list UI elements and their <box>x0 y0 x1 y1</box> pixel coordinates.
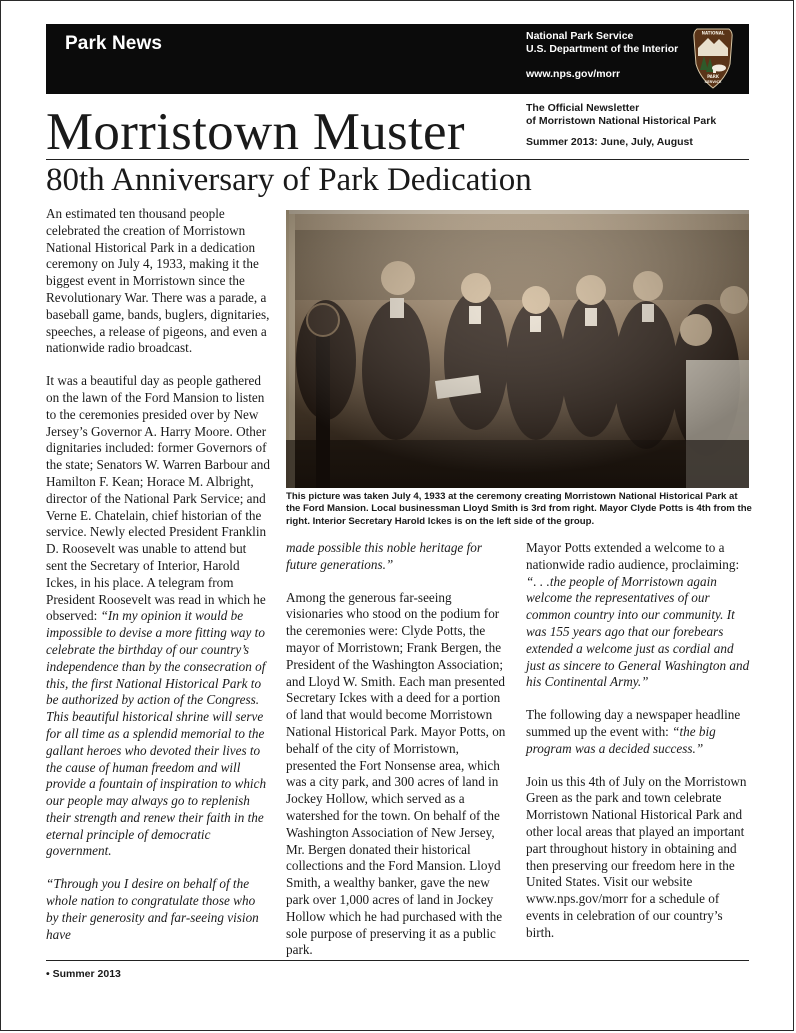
agency-block <box>526 30 678 81</box>
article-column-3 <box>526 540 750 958</box>
article-column-2 <box>286 540 512 975</box>
paragraph: An estimated ten thousand people celebrated the creation of Morristown National Historical Park in a dedication ceremony on July 4, 1933, making it the biggest event in Morristown since the Revolutionary War. There was a parade, a baseball game, bands, buglers, dignitaries, speeches, a release of pigeons, and even a nationwide radio broadcast. <box>46 206 270 356</box>
agency-name: National Park Service <box>526 30 634 42</box>
paragraph <box>526 540 750 691</box>
paragraph <box>526 707 750 757</box>
photo-caption: This picture was taken July 4, 1933 at the ceremony creating Morristown National Historical Park at the Ford Mansion. Local businessman Lloyd Smith is 3rd from right. Mayor Clyde Potts is 4th from the right. Interior Secretary Harold Ickes is on the left side of the group. <box>286 491 752 527</box>
historic-photo <box>286 210 749 488</box>
logo-text-national: NATIONAL <box>701 30 725 36</box>
article-column-1 <box>46 206 270 959</box>
department-name: U.S. Department of the Interior <box>526 43 679 55</box>
masthead-info <box>526 102 716 149</box>
photo-illustration <box>286 210 749 488</box>
footer-rule <box>46 960 749 961</box>
telegram-quote: made possible this noble heritage for future generations.” <box>286 540 482 572</box>
telegram-quote: “In my opinion it would be impossible to devise a more fitting way to celebrate the birthday of our country’s independence than by the consecration of this, the first National Historical Park to be authorized by action of the Congress. This beautiful historical shrine will serve for all time as a splendid memorial to the gallant heroes who devoted their lives to the cause of human freedom and will provide a fountain of inspiration to which our people may always go to replenish their strength and renew their faith in the eternal principle of democratic government. <box>46 608 267 859</box>
logo-text-park: PARK <box>707 74 719 79</box>
footer-issue: • Summer 2013 <box>46 968 121 980</box>
park-name: of Morristown National Historical Park <box>526 114 717 127</box>
header-bar <box>46 24 749 94</box>
paragraph: Among the generous far-seeing visionaries who stood on the podium for the ceremonies were: Clyde Potts, the mayor of Morristown; Frank Bergen, the President of the Washington Association; and Lloyd W. Smith. Each man presented Secretary Ickes with a deed for a portion of land that would become Morristown National Historical Park. Mayor Potts, on behalf of the city of Morristown, presented the Fort Nonsense area, which was a city park, and 300 acres of land in Jockey Hollow, which served as a watershed for the town. On behalf of the Washington Association of New Jersey, Mr. Bergen donated their historical collections and the Ford Mansion. Lloyd Smith, a wealthy banker, gave the new park over 1,000 acres of land in Jockey Hollow which he had purchased with the sole purpose of preserving it as a public park. <box>286 589 506 958</box>
newsletter-title: Morristown Muster <box>46 103 465 161</box>
paragraph: Join us this 4th of July on the Morristown Green as the park and town celebrate Morristown National Historical Park and other local areas that played an important part throughout history in obtaining and then preserving our freedom here in the United States. Visit our website www.nps.gov/morr for a schedule of events in celebration of our country’s birth. <box>526 773 747 940</box>
newsletter-subtitle: The Official Newsletter <box>526 102 640 114</box>
paragraph-text: It was a beautiful day as people gathered on the lawn of the Ford Mansion to listen to the ceremonies presided over by New Jersey’s Governor A. Harry Moore. Other dignitaries included: former Governors of the state; Senators W. Warren Barbour and Hamilton F. Kean; Horace M. Albright, director of the National Park Service; and Verne E. Chatelain, chief historian of the service. Newly elected President Franklin D. Roosevelt was unable to attend but sent the Secretary of Interior, Harold Ickes, in his place. A telegram from President Roosevelt was read in which he observed: <box>46 373 270 624</box>
article-headline: 80th Anniversary of Park Dedication <box>46 162 532 198</box>
logo-text-service: SERVICE <box>704 80 722 84</box>
paragraph <box>46 373 270 860</box>
headline-quote: “the big program was a decided success.” <box>526 723 716 756</box>
paragraph-text: Mayor Potts extended a welcome to a nationwide radio audience, proclaiming: <box>526 540 740 572</box>
telegram-quote: “Through you I desire on behalf of the whole nation to congratulate those who by their generosity and far-seeing vision have <box>46 876 259 942</box>
paragraph-text: The following day a newspaper headline summed up the event with: <box>526 707 741 739</box>
section-label: Park News <box>65 33 163 54</box>
mayor-quote: “. . .the people of Morristown again welcome the representatives of our common country into our community. It was 155 years ago that our forebears extended a welcome just as cordial and just as sincere to General Washington and his Continental Army.” <box>526 573 750 690</box>
nps-arrowhead-logo-icon <box>688 26 738 90</box>
website-link[interactable]: www.nps.gov/morr <box>526 68 621 80</box>
issue-date: Summer 2013: June, July, August <box>526 136 693 148</box>
